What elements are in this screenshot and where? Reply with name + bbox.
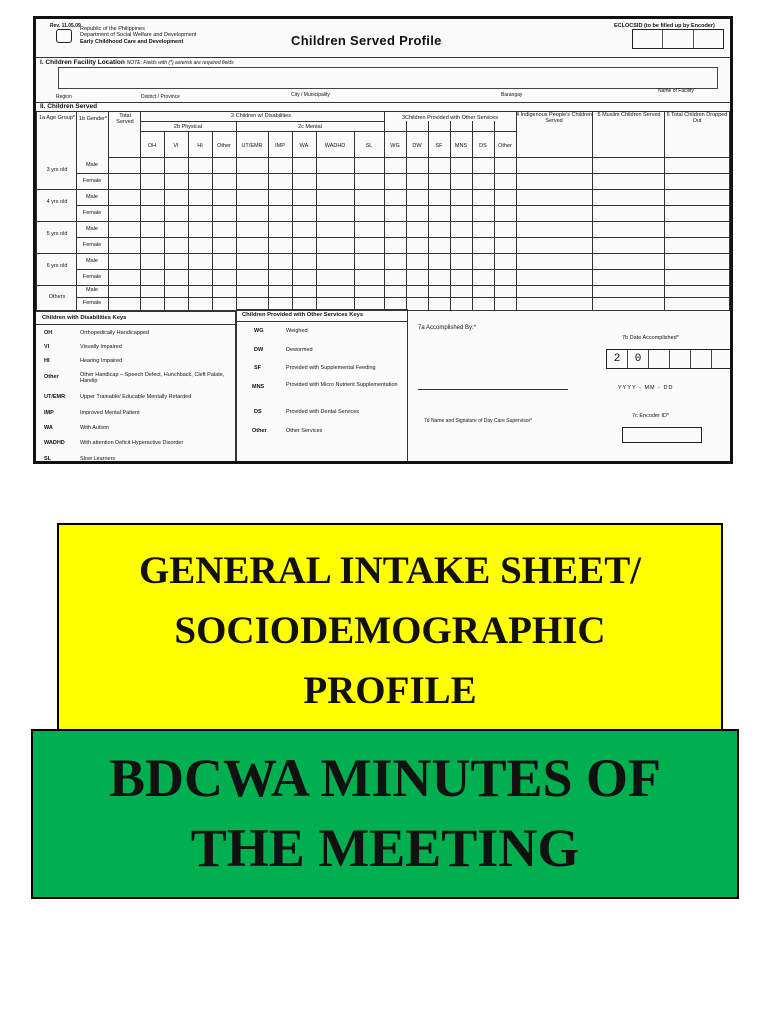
banner-line: SOCIODEMOGRAPHIC bbox=[174, 609, 606, 652]
key-desc: Provided with Supplemental Feeding bbox=[286, 365, 376, 371]
key-desc: Visually Impaired bbox=[80, 344, 122, 350]
city-label: City / Municipality bbox=[291, 92, 330, 98]
disability-keys-title: Children with Disabilities Keys bbox=[42, 315, 127, 321]
key-desc: Other Services bbox=[286, 428, 323, 434]
col-physical: 2b Physical bbox=[173, 124, 203, 130]
key-desc: Provided with Dental Services bbox=[286, 409, 360, 415]
key-code: WA bbox=[44, 425, 53, 431]
col-disabilities: 2 Children w/ Disabilities bbox=[231, 113, 291, 119]
key-code: VI bbox=[44, 344, 50, 350]
sub-col-oh: OH bbox=[147, 143, 157, 149]
key-code: Other bbox=[252, 428, 267, 434]
key-desc: Orthopedically Handicapped bbox=[80, 330, 150, 336]
key-code: IMP bbox=[44, 410, 54, 416]
sub-col-ds: DS bbox=[479, 143, 487, 149]
facility-label: Name of Facility bbox=[658, 88, 694, 94]
sub-col-wa: WA bbox=[299, 143, 309, 149]
eclocsid-boxes[interactable] bbox=[632, 29, 724, 49]
agency-line: Department of Social Welfare and Development bbox=[80, 32, 197, 39]
key-code: WADHD bbox=[44, 440, 65, 446]
key-code: WG bbox=[254, 328, 264, 334]
gender-female: Female bbox=[82, 274, 102, 280]
banner-line: GENERAL INTAKE SHEET/ bbox=[138, 549, 642, 592]
location-input[interactable] bbox=[58, 67, 718, 89]
eclocsid-label: ECLOCSID (to be filled up by Encoder) bbox=[614, 23, 715, 29]
col-age-group: 1a Age Group* bbox=[38, 115, 76, 121]
encoder-id-input[interactable] bbox=[622, 427, 702, 443]
sub-col-sl: SL bbox=[365, 143, 373, 149]
agency-header bbox=[80, 26, 196, 45]
sub-col-other-services: Other bbox=[498, 143, 512, 149]
key-desc: Dewormed bbox=[286, 347, 313, 353]
key-desc: Provided with Micro Nutrient Supplementation bbox=[286, 382, 398, 388]
date-accomplished-input[interactable] bbox=[606, 349, 733, 369]
key-code: Other bbox=[44, 374, 59, 380]
gender-male: Male bbox=[86, 258, 98, 264]
date-digit: 0 bbox=[628, 350, 649, 368]
age-others-label: Others bbox=[48, 294, 66, 300]
col-other-services: 3Children Provided with Other Services bbox=[402, 115, 498, 121]
gender-male: Male bbox=[86, 287, 98, 293]
key-code: DS bbox=[254, 409, 262, 415]
key-code: MNS bbox=[252, 384, 265, 390]
agency-line: Early Childhood Care and Development bbox=[80, 38, 184, 45]
banner-line: PROFILE bbox=[303, 669, 477, 712]
key-desc: Weighed bbox=[286, 328, 308, 334]
age-3-label: 3 yrs old bbox=[46, 167, 68, 173]
key-code: HI bbox=[44, 358, 50, 364]
region-label: Region bbox=[56, 94, 72, 100]
key-code: UT/EMR bbox=[44, 394, 66, 400]
agency-line: Republic of the Philippines bbox=[80, 26, 145, 32]
col-muslim: 5 Muslim Children Served bbox=[597, 112, 661, 118]
key-code: SF bbox=[254, 365, 262, 371]
key-desc: With Autism bbox=[80, 425, 110, 431]
supervisor-label: 7d Name and Signature of Day Care Supervisor* bbox=[424, 418, 533, 424]
age-6-label: 6 yrs old bbox=[46, 263, 68, 269]
banner-line: BDCWA MINUTES OF bbox=[108, 748, 662, 808]
key-code: SL bbox=[44, 456, 52, 462]
dswd-logo-icon bbox=[56, 29, 72, 43]
banner-line: THE MEETING bbox=[190, 818, 580, 878]
sub-col-mns: MNS bbox=[454, 143, 468, 149]
col-indigenous: 4 Indigenous People's Children Served bbox=[516, 112, 592, 125]
key-desc: Improved Mental Patient bbox=[80, 410, 140, 416]
gender-female: Female bbox=[82, 242, 102, 248]
col-gender: 1b Gender* bbox=[78, 116, 108, 122]
accomplished-by-label: 7a Accomplished By:* bbox=[418, 325, 477, 331]
key-desc: With attention Deficit Hyperactive Disorder bbox=[80, 440, 184, 446]
section-2-title: II. Children Served bbox=[40, 103, 98, 110]
sub-col-ut-emr: UT/EMR bbox=[241, 143, 263, 149]
sub-col-hi: HI bbox=[197, 143, 203, 149]
barangay-label: Barangay bbox=[501, 92, 523, 98]
age-5-label: 5 yrs old bbox=[46, 231, 68, 237]
age-4-label: 4 yrs old bbox=[46, 199, 68, 205]
gender-male: Male bbox=[86, 194, 98, 200]
sub-col-imp: IMP bbox=[275, 143, 285, 149]
gender-female: Female bbox=[82, 178, 102, 184]
province-label: District / Province bbox=[141, 94, 180, 100]
form-title: Children Served Profile bbox=[291, 33, 442, 48]
key-code: DW bbox=[254, 347, 264, 353]
key-desc: Slow Learners bbox=[80, 456, 116, 462]
key-code: OH bbox=[44, 330, 53, 336]
col-mental: 2c Mental bbox=[298, 124, 322, 130]
col-dropped-out: 6 Total Children Dropped Out bbox=[666, 112, 728, 125]
sub-col-wadhd: WADHD bbox=[324, 143, 346, 149]
services-keys-title: Children Provided with Other Services Keys bbox=[242, 312, 364, 318]
gender-female: Female bbox=[82, 210, 102, 216]
date-format-label: YYYY - MM - DD bbox=[618, 385, 674, 391]
children-served-profile-form bbox=[33, 16, 733, 464]
gender-male: Male bbox=[86, 162, 98, 168]
sub-col-other: Other bbox=[217, 143, 231, 149]
sub-col-vi: VI bbox=[173, 143, 179, 149]
col-total-served: Total Served bbox=[116, 113, 134, 126]
sub-col-sf: SF bbox=[435, 143, 443, 149]
key-desc: Other Handicap – Speech Defect, Hunchback, Cleft Palate, Harelip bbox=[80, 372, 225, 385]
minutes-banner bbox=[31, 729, 739, 899]
revision-label: Rev. 11.05.09 bbox=[50, 23, 81, 29]
key-desc: Hearing Impaired bbox=[80, 358, 123, 364]
key-desc: Upper Trainable/ Educable Mentally Retarded bbox=[80, 394, 192, 400]
encoder-id-label: 7c Encoder ID* bbox=[632, 413, 669, 419]
gender-female: Female bbox=[82, 300, 102, 306]
section-1-title: I. Children Facility Location NOTE: Fields with (*) asterisk are required fields bbox=[40, 59, 234, 66]
date-digit: 2 bbox=[607, 350, 628, 368]
sub-col-wg: WG bbox=[390, 143, 400, 149]
gender-male: Male bbox=[86, 226, 98, 232]
sub-col-dw: DW bbox=[412, 143, 422, 149]
date-accomplished-label: 7b Date Accomplished* bbox=[622, 335, 679, 341]
general-intake-banner bbox=[57, 523, 723, 733]
